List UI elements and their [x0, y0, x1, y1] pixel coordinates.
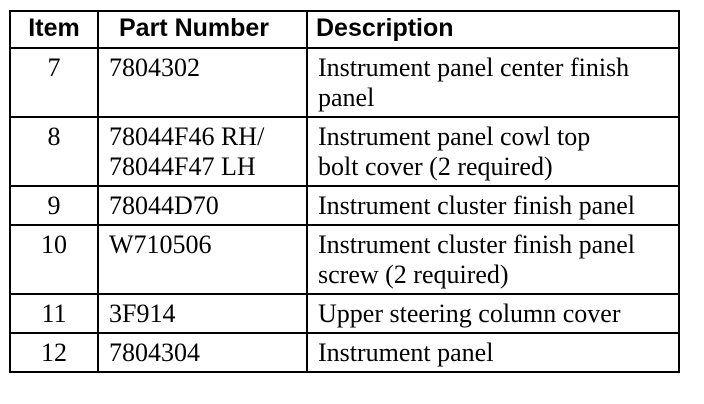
header-item: Item: [10, 11, 98, 48]
description-cell: [307, 186, 679, 225]
table-row: [10, 186, 679, 225]
description-cell: [307, 294, 679, 333]
header-part-number: Part Number: [98, 11, 307, 48]
description-cell: [307, 48, 679, 117]
part-number-line: 7804302: [109, 53, 200, 82]
item-number-cell: 12: [10, 333, 98, 372]
part-number-cell: [98, 117, 307, 186]
item-number-cell: 10: [10, 225, 98, 294]
description-line: Instrument panel cowl top: [318, 122, 591, 151]
part-number-line: 78044D70: [109, 191, 219, 220]
table-header-row: [10, 11, 679, 48]
part-number-line: 3F914: [109, 299, 176, 328]
parts-table: [9, 10, 680, 373]
part-number-line: 78044F46 RH/: [109, 122, 265, 151]
description-line: Instrument cluster finish panel: [318, 191, 635, 220]
header-description: Description: [307, 11, 679, 48]
description-line: panel: [318, 83, 375, 112]
description-line: bolt cover (2 required): [318, 152, 553, 181]
item-number-cell: 8: [10, 117, 98, 186]
part-number-cell: [98, 48, 307, 117]
table-row: [10, 117, 679, 186]
description-cell: [307, 333, 679, 372]
description-line: Instrument panel center finish: [318, 53, 630, 82]
table-row: [10, 48, 679, 117]
item-number-cell: 7: [10, 48, 98, 117]
part-number-cell: [98, 333, 307, 372]
table-row: [10, 333, 679, 372]
description-line: Instrument cluster finish panel: [318, 230, 635, 259]
table-row: [10, 294, 679, 333]
part-number-line: 7804304: [109, 338, 200, 367]
part-number-cell: [98, 294, 307, 333]
item-number-cell: 9: [10, 186, 98, 225]
description-line: Upper steering column cover: [318, 299, 621, 328]
description-line: screw (2 required): [318, 260, 509, 289]
part-number-line: 78044F47 LH: [109, 152, 256, 181]
description-cell: [307, 225, 679, 294]
part-number-line: W710506: [109, 230, 212, 259]
item-number-cell: 11: [10, 294, 98, 333]
description-cell: [307, 117, 679, 186]
part-number-cell: [98, 225, 307, 294]
table-row: [10, 225, 679, 294]
part-number-cell: [98, 186, 307, 225]
description-line: Instrument panel: [318, 338, 494, 367]
